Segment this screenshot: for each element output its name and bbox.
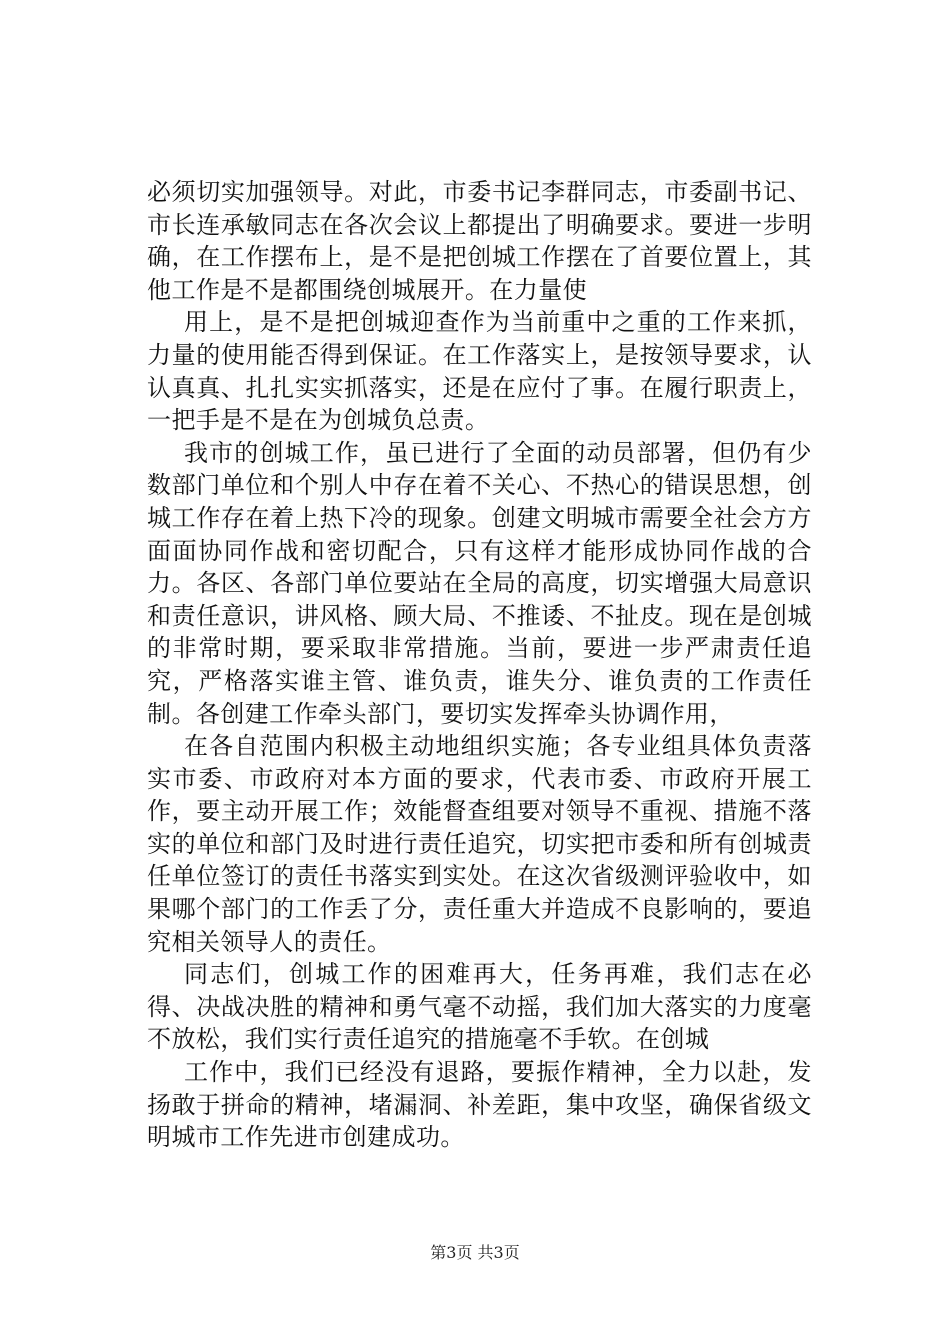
paragraph-5: 同志们，创城工作的困难再大，任务再难，我们志在必得、决战决胜的精神和勇气毫不动摇，我们加大落实的力度毫不放松，我们实行责任追究的措施毫不手软。在创城 bbox=[147, 960, 812, 1054]
document-body bbox=[147, 176, 812, 1154]
paragraph-3: 我市的创城工作，虽已进行了全面的动员部署，但仍有少数部门单位和个别人中存在着不关心、不热心的错误思想，创城工作存在着上热下冷的现象。创建文明城市需要全社会方方面面协同作战和密切配合，只有这样才能形成协同作战的合力。各区、各部门单位要站在全局的高度，切实增强大局意识和责任意识，讲风格、顾大局、不推诿、不扯皮。现在是创城的非常时期，要采取非常措施。当前，要进一步严肃责任追究，严格落实谁主管、谁负责，谁失分、谁负责的工作责任制。各创建工作牵头部门，要切实发挥牵头协调作用， bbox=[147, 438, 812, 728]
paragraph-2: 用上，是不是把创城迎查作为当前重中之重的工作来抓，力量的使用能否得到保证。在工作落实上，是按领导要求，认认真真、扎扎实实抓落实，还是在应付了事。在履行职责上，一把手是不是在为创城负总责。 bbox=[147, 308, 812, 435]
page-number-footer: 第3页 共3页 bbox=[430, 1243, 520, 1262]
paragraph-1: 必须切实加强领导。对此，市委书记李群同志，市委副书记、市长连承敏同志在各次会议上都提出了明确要求。要进一步明确，在工作摆布上，是不是把创城工作摆在了首要位置上，其他工作是不是都围绕创城展开。在力量使 bbox=[147, 178, 812, 304]
paragraph-4: 在各自范围内积极主动地组织实施；各专业组具体负责落实市委、市政府对本方面的要求，代表市委、市政府开展工作，要主动开展工作；效能督查组要对领导不重视、措施不落实的单位和部门及时进行责任追究，切实把市委和所有创城责任单位签订的责任书落实到实处。在这次省级测评验收中，如果哪个部门的工作丢了分，责任重大并造成不良影响的，要追究相关领导人的责任。 bbox=[147, 732, 812, 956]
paragraph-6: 工作中，我们已经没有退路，要振作精神，全力以赴，发扬敢于拼命的精神，堵漏洞、补差距，集中攻坚，确保省级文明城市工作先进市创建成功。 bbox=[147, 1058, 812, 1152]
